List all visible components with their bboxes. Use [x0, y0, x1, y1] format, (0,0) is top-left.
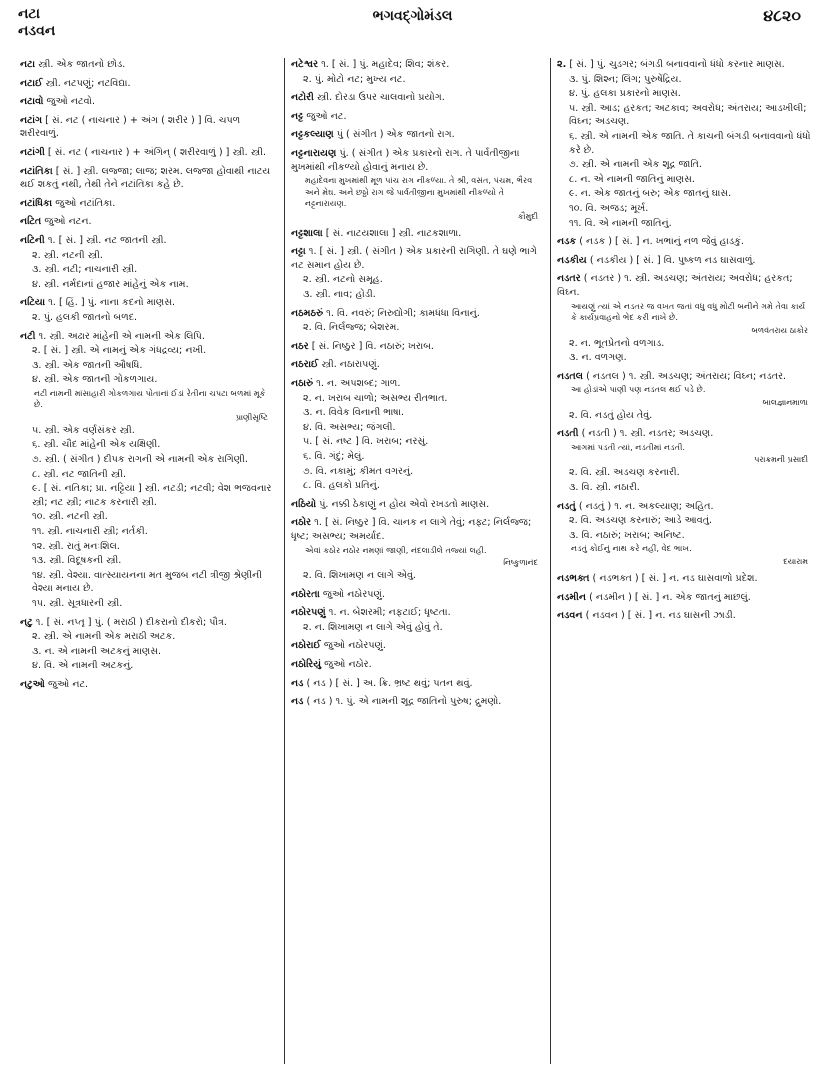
entry-text: ૪. વિ. એ નામની અટકનું.: [32, 660, 134, 672]
headword: નડક: [557, 236, 577, 248]
entry-text: નડતર ( નડતર ) ૧. સ્ત્રી. અડચણ; અંતરાય; અવરોધ; હરકત; વિઘ્ન.: [557, 273, 793, 298]
entry-text: નટ્ટા ૧. [ સં. ] સ્ત્રી. ( સંગીત ) એક પ્રકારની રાગિણી. તે ઘણે ભાગે નટ સમાન હોય છે.: [291, 246, 537, 271]
entry-text: ૫. [ સં. નષ્ટ ] વિ. ખરાબ; નરસું.: [303, 436, 429, 448]
usage-quote: આયણું ત્યાં એ નડતર જ વખત જતાં વધુ વધુ મોટી બનીને ગમે તેવા કાર્ય કે કાર્યપ્રવાહનો ભેદ કરી નાખે છે.: [571, 300, 806, 322]
headword: નટી: [20, 330, 36, 342]
headword: નઠોરતા: [291, 588, 320, 600]
dictionary-entry: [20, 114, 272, 141]
sub-definition: [557, 466, 812, 480]
entry-text: ૩. વિ. સ્ત્રી. નઠારી.: [569, 482, 640, 494]
headword: નટ્ટા: [291, 246, 306, 258]
entry-text: ૪. સ્ત્રી. નર્મદાનાં હજાર માંહેનું એક નામ.: [32, 278, 189, 290]
sub-definition: [291, 288, 542, 302]
entry-text: ૪. પું. હલકા પ્રકારનો માણસ.: [569, 88, 681, 100]
entry-text: ૨. સ્ત્રી. નટની સ્ત્રી.: [32, 249, 103, 261]
dictionary-entry: [557, 500, 812, 514]
dictionary-entry: [291, 128, 542, 142]
entry-text: ૨. સ્ત્રી. નટનો સમૂહ.: [303, 274, 383, 286]
entry-text: ૨. વિ. નિર્લજ્જ; બેશરમ.: [303, 322, 400, 334]
headword: નટુ: [20, 616, 33, 628]
entry-text: ૩. સ્ત્રી. નટી; નાચનારી સ્ત્રી.: [32, 264, 138, 276]
headword: નટિની: [20, 234, 45, 246]
entry-text: ૨. ન. ખરાબ ચાળો; અસભ્ય રીતભાત.: [303, 392, 448, 404]
entry-text: નટ્ટનારાયણ પું. ( સંગીત ) એક પ્રકારનો રાગ. તે પાર્વતીજીના મુખમાંથી નીકળ્યો હોવાનું મનાય છે.: [291, 147, 520, 173]
entry-text: ૨. પું. હલકી જાતનો બળદ.: [32, 311, 138, 323]
quote-source: નિષ્કુળાનંદ: [503, 558, 538, 568]
headword: નઠોરાઈ: [291, 640, 321, 652]
sub-definition: [557, 217, 812, 231]
sub-definition: [20, 438, 272, 452]
entry-text: ૬. સ્ત્રી. એ નામની એક જાતિ. તે કાચની બંગડી બનાવવાનો ધંધો કરે છે.: [569, 130, 811, 156]
dictionary-entry: [20, 234, 272, 248]
headword: નડતી: [557, 428, 579, 440]
entry-text: ૧૧. વિ. એ નામની જાતિનું.: [569, 217, 672, 229]
sub-definition: [20, 659, 272, 673]
dictionary-entry: [291, 227, 542, 241]
entry-text: ૯. [ સં. નતિકા; પ્રા. નટ્ટિયા ] સ્ત્રી. નટડી; નટવી; વેશ ભજવનાર સ્ત્રી; નટ સ્ત્રી; નાટક કરનારી સ્ત્રી.: [32, 483, 272, 508]
sub-definition: [291, 450, 542, 464]
headword: નટાંગ: [20, 114, 43, 126]
sub-definition: [20, 482, 272, 509]
dictionary-entry: [20, 678, 272, 692]
dictionary-entry: [291, 677, 542, 691]
dictionary-entry: [291, 340, 542, 354]
headword: નડ: [291, 677, 304, 689]
entry-text: ૮. સ્ત્રી. નટ જાતિની સ્ત્રી.: [32, 468, 127, 480]
entry-text: નટુઓ જુઓ નટ.: [20, 678, 89, 690]
guide-word-bottom: નડવન: [18, 23, 56, 39]
dictionary-entry: [20, 146, 272, 160]
quote-source: દયારામ: [783, 556, 808, 566]
column-2: [284, 58, 542, 1064]
entry-text: નટેશ્વર ૧. [ સં. ] પું. મહાદેવ; શિવ; શંકર.: [291, 59, 450, 70]
dictionary-entry: [557, 427, 812, 465]
entry-text: ૩. ન. વળગણ.: [569, 352, 627, 364]
sub-definition: [20, 453, 272, 467]
sub-definition: [20, 359, 272, 373]
sub-definition: [20, 468, 272, 482]
sub-definition: [20, 373, 272, 423]
sub-definition: [20, 278, 272, 292]
headword: નઠારું: [291, 378, 314, 389]
headword: નઠમઠરું: [291, 307, 324, 319]
entry-text: ૪. વિ. અસભ્ય; જંગલી.: [303, 421, 396, 433]
entry-text: ૧૨. સ્ત્રી. રાતું મનઃશિલ.: [32, 540, 120, 552]
dictionary-entry: [291, 307, 542, 321]
entry-text: નઠોરિયું જુઓ નઠોર.: [291, 659, 372, 670]
sub-definition: [557, 337, 812, 351]
dictionary-entry: [557, 370, 812, 408]
dictionary-entry: [557, 572, 812, 586]
headword: નડતું: [557, 500, 576, 512]
dictionary-entry: [20, 58, 272, 72]
entry-text: ૨. વિ. નડતું હોય તેવું.: [569, 409, 653, 421]
entry-text: ૭. વિ. નકામું; કીમત વગરનું.: [303, 465, 414, 477]
dictionary-entry: [291, 516, 542, 568]
entry-text: ૩. સ્ત્રી. નાવ; હોડી.: [303, 289, 376, 301]
entry-text: નટાવો જુઓ નટવો.: [20, 96, 96, 108]
sub-definition: [557, 73, 812, 87]
entry-text: ૩. સ્ત્રી. એક જાતની ઔષધિ.: [32, 359, 143, 371]
dictionary-entry: [291, 91, 542, 105]
entry-text: નડ ( નડ ) [ સં. ] અ. ક્રિ. ભ્રષ્ટ થવું; પતન થવું.: [291, 677, 473, 689]
sub-definition: [557, 514, 812, 528]
entry-text: નટ્ટશાલા [ સં. નાટયશાલા ] સ્ત્રી. નાટકશાળા.: [291, 227, 462, 239]
headword: નટા: [20, 59, 36, 70]
usage-quote: આગમાં પડતી ત્યાં, નડતીમાં નડતી.: [571, 441, 686, 452]
entry-text: ૨. વિ. શિખામણ ન લાગે એવું.: [303, 570, 416, 582]
entry-text: નઠોરતા જુઓ નઠોરપણું.: [291, 588, 385, 600]
sub-definition: [20, 554, 272, 568]
headword: નડતલ: [557, 370, 584, 382]
sub-definition: [20, 510, 272, 524]
headword: નડમીન: [557, 591, 587, 603]
entry-text: ૧૦. વિ. અજડ; મૂર્ખ.: [569, 202, 649, 214]
entry-text: નડતલ ( નડતલ ) ૧. સ્ત્રી. અડચણ; અંતરાય; વિઘ્ન; નડતર.: [557, 370, 787, 382]
headword: નટ્ટકલ્યાણ: [291, 129, 334, 141]
sub-definition: [291, 406, 542, 420]
entry-text: નડતું ( નડતું ) ૧. ન. અકલ્યાણ; અહિત.: [557, 500, 714, 512]
headword: નટોરી: [291, 92, 314, 104]
entry-text: નટિયા ૧. [ હિં. ] પું. નાના કદનો માણસ.: [20, 297, 176, 309]
sub-definition: [291, 435, 542, 449]
headword: નઠોર: [291, 517, 312, 529]
headword: નટ્ટ: [291, 110, 304, 122]
entry-text: ૬. વિ. ગંદું; મેલું.: [303, 450, 365, 462]
entry-text: નટાંગી [ સં. નટ ( નાચનાર ) + અંગિન્ ( શરીરવાળું ) ] સ્ત્રી. સ્ત્રી.: [20, 146, 267, 158]
dictionary-entry: [291, 695, 542, 709]
entry-text: નટ્ટ જુઓ નટ.: [291, 110, 347, 122]
sub-definition: [20, 263, 272, 277]
sub-definition: [557, 87, 812, 101]
headword: નટાવો: [20, 96, 44, 108]
entry-text: ૯. ન. એક જાતનું બરુ; એક જાતનું ઘાસ.: [569, 188, 732, 200]
entry-text: ૨. ન. શિખામણ ન લાગે એવું હોવું તે.: [303, 621, 443, 633]
usage-quote: એવાં કઠોર નઠોર નમણાં જાણી, નંદલાડીલે તજ્યાં લહી.: [305, 544, 487, 555]
entry-text: ૧૪. સ્ત્રી. વેશ્યા. વાત્સ્યાયનના મત મુજબ નટી ત્રીજી શ્રેણીની વેશ્યા મનાય છે.: [32, 569, 263, 595]
dictionary-entry: [20, 616, 272, 630]
sub-definition: [20, 344, 272, 358]
headword: નઠોરપણું: [291, 607, 326, 619]
entry-text: નટાંધિકા જુઓ નટાંતિકા.: [20, 197, 116, 209]
entry-text: નડ ( નડ ) ૧. પું. એ નામની શૂદ્ર જાતિનો પુરુષ; દ્રુમણો.: [291, 696, 502, 708]
dictionary-entry: [20, 197, 272, 211]
entry-text: ૧૧. સ્ત્રી. નાચનારી સ્ત્રી; નર્તકી.: [32, 526, 148, 538]
sub-definition: [557, 409, 812, 423]
headword: નટ્ટનારાયણ: [291, 147, 337, 159]
entry-text: નડકીય ( નડકીય ) [ સં. ] વિ. પુષ્કળ નડ ઘાસવાળું.: [557, 254, 756, 266]
sub-definition: [20, 424, 272, 438]
dictionary-entry: [291, 588, 542, 602]
entry-text: ૪. સ્ત્રી. એક જાતની ગોકળગાય.: [32, 374, 158, 386]
dictionary-entry: [557, 591, 812, 605]
sub-definition: [557, 130, 812, 157]
entry-text: ૧૩. સ્ત્રી. વિદૂષકની સ્ત્રી.: [32, 555, 122, 567]
entry-text: ૩. પું. શિશ્ન; લિંગ; પુરુષેંદ્રિય.: [569, 73, 682, 85]
sub-definition: [20, 569, 272, 596]
entry-text: ૩. ન. વિવેક વિનાની ભાષા.: [303, 407, 405, 419]
quote-source: પ્રાણીસૃષ્ટિ: [235, 412, 268, 422]
entry-text: ૧૦. સ્ત્રી. નટની સ્ત્રી.: [32, 511, 108, 523]
headword: નઠરાઈ: [291, 359, 319, 371]
page-number: ૪૮૨૦: [763, 6, 801, 25]
dictionary-entry: [20, 296, 272, 310]
dictionary-title: ભગવદ્ગોમંડલ: [372, 8, 453, 24]
dictionary-entry: [291, 658, 542, 672]
headword: નટાંધિકા: [20, 197, 53, 209]
quote-source: પરાક્રમની પ્રસાદી: [754, 455, 808, 465]
entry-text: ૨. [ સં. ] સ્ત્રી. એ નામનું એક ગંધદ્રવ્ય; નખી.: [32, 345, 207, 357]
entry-text: નટિત જુઓ નટન.: [20, 216, 92, 228]
column-3: [550, 58, 812, 1064]
sub-definition: [20, 311, 272, 325]
sub-definition: [20, 249, 272, 263]
entry-text: નઠરાઈ સ્ત્રી. નઠારાપણું.: [291, 359, 380, 371]
entry-text: નઠર [ સં. નિષ્ઠુર ] વિ. નઠારું; ખરાબ.: [291, 340, 434, 352]
entry-text: નઠોરાઈ જુઓ નઠોરપણું.: [291, 640, 386, 652]
dictionary-entry: [20, 77, 272, 91]
entry-text: નડતી ( નડતી ) ૧. સ્ત્રી. નડતર; અડચણ.: [557, 428, 714, 440]
dictionary-entry: [291, 606, 542, 620]
headword: નડકીય: [557, 254, 587, 266]
headword: નડ: [291, 696, 304, 708]
headword: નટ્ટશાલા: [291, 227, 323, 239]
dictionary-entry: [291, 245, 542, 272]
entry-text: નઠોરપણું ૧. ન. બેશરમી; નફટાઈ; ધૃષ્ટતા.: [291, 607, 451, 619]
entry-text: ૭. સ્ત્રી. ( સંગીત ) દીપક રાગની એ નામની એક રાગિણી.: [32, 454, 248, 466]
headword: નટાંતિકા: [20, 165, 53, 177]
entry-text: ૩. ન. એ નામની અટકનું માણસ.: [32, 645, 162, 657]
headword: નટિયા: [20, 297, 46, 309]
entry-text: નટુ ૧. [ સં. નપ્તૃ ] પું. ( મરાઠી ) દીકરાનો દીકરો; પૌત્ર.: [20, 616, 227, 628]
sub-definition: [557, 102, 812, 129]
entry-text: ૮. વિ. હલકો પ્રતિનું.: [303, 480, 380, 492]
entry-text: નટા સ્ત્રી. એક જાતનો છોડ.: [20, 59, 126, 70]
entry-text: ૨. ન. ભૂતપ્રેતનો વળગાડ.: [569, 337, 665, 349]
entry-text: ૩. વિ. નઠારું; ખરાબ; અનિષ્ટ.: [569, 529, 685, 541]
entry-text: નઠિયો પું. નક્કી ઠેકાણું ન હોય એવો રખડતો માણસ.: [291, 498, 490, 510]
dictionary-entry: [291, 58, 542, 72]
usage-quote: મહાદેવના મુખમાંથી મૂળ પાંચ રાગ નીકળ્યા. તે શ્રી, વસંત, પંચમ, ભૈરવ અને મેઘ. અને છઠ્ઠો રાગ જે પાર્વતીજીના મુખમાંથી નીકળ્યો તે નટ્ટનારાયણ.: [305, 175, 533, 209]
headword: નઠર: [291, 340, 309, 352]
headword: ૨.: [557, 59, 567, 70]
headword: નઠોરિયું: [291, 659, 322, 670]
entry-text: નટિની ૧. [ સં. ] સ્ત્રી. નટ જાતની સ્ત્રી.: [20, 234, 167, 246]
entry-text: ૧૫. સ્ત્રી. સૂત્રધારની સ્ત્રી.: [32, 598, 123, 609]
entry-text: ૮. ન. એ નામની જાતિનું માણસ.: [569, 173, 695, 185]
entry-text: નડભક્ત ( નડભક્ત ) [ સં. ] ન. નડ ઘાસવાળો પ્રદેશ.: [557, 572, 758, 584]
sub-definition: [557, 351, 812, 365]
headword: નડવન: [557, 610, 583, 622]
sub-definition: [557, 481, 812, 495]
entry-text: ૭. સ્ત્રી. એ નામની એક શૂદ્ર જાતિ.: [569, 159, 702, 171]
headword: નઠિયો: [291, 498, 317, 510]
usage-quote: નટી નામની માંસાહારી ગોકળગાય પોતાનાં ઈંડાં રેતીના ચપટા બળમાં મૂકે છે.: [34, 387, 266, 410]
column-1: [20, 58, 272, 1064]
sub-definition: [291, 621, 542, 635]
sub-definition: [557, 529, 812, 567]
dictionary-entry: [557, 272, 812, 335]
quote-source: કૌમુદી: [517, 211, 538, 221]
headword: નટાંગી: [20, 146, 45, 158]
dictionary-entry: [557, 58, 812, 72]
headword: નડભક્ત: [557, 572, 590, 584]
entry-text: નઠમઠરું ૧. વિ. નવરું; નિરુદ્યોગી; કામધંધા વિનાનું.: [291, 307, 480, 319]
quote-source: બાલજ્ઞાનમાળા: [762, 397, 808, 407]
dictionary-entry: [20, 330, 272, 344]
entry-text: ૨. પું. મોટો નટ; મુખ્ય નટ.: [303, 73, 406, 85]
sub-definition: [557, 173, 812, 187]
sub-definition: [291, 479, 542, 493]
headword: નટુઓ: [20, 678, 45, 690]
entry-text: ૨. વિ. અડચણ કરનારું; આડે આવતું.: [569, 515, 713, 527]
dictionary-entry: [291, 498, 542, 512]
sub-definition: [291, 392, 542, 406]
dictionary-entry: [291, 377, 542, 391]
sub-definition: [291, 421, 542, 435]
usage-quote: આ હોડાંએ પાણી પણ નડતલ થઈ પડે છે.: [571, 384, 706, 395]
dictionary-entry: [20, 215, 272, 229]
headword: નડતર: [557, 273, 581, 285]
entry-text: નડમીન ( નડમીન ) [ સં. ] ન. એક જાતનું માછલું.: [557, 591, 751, 603]
entry-text: નટી ૧. સ્ત્રી. અઢાર માંહેની એ નામની એક લિપિ.: [20, 330, 205, 342]
sub-definition: [20, 540, 272, 554]
sub-definition: [291, 321, 542, 335]
entry-text: નટોરી સ્ત્રી. દોરડા ઉપર ચાલવાનો પ્રયોગ.: [291, 92, 445, 104]
dictionary-entry: [20, 165, 272, 192]
dictionary-entry: [557, 235, 812, 249]
dictionary-entry: [291, 639, 542, 653]
sub-definition: [291, 465, 542, 479]
entry-text: ૬. સ્ત્રી. ચૌદ માંહેની એક યક્ષિણી.: [32, 439, 161, 451]
entry-text: ૫. સ્ત્રી. એક વર્ણસંકર સ્ત્રી.: [32, 424, 135, 436]
sub-definition: [557, 158, 812, 172]
entry-text: નઠારું ૧. ન. અપશબ્દ; ગાળ.: [291, 378, 401, 389]
sub-definition: [557, 187, 812, 201]
sub-definition: [291, 569, 542, 583]
page-header: [0, 0, 825, 56]
entry-text: નઠોર ૧. [ સં. નિષ્ઠુર ] વિ. ચાનક ન લાગે તેવું; નફ્ટ; નિર્લજ્જ; ધૃષ્ટ; અસભ્ય; અમર્યાદ.: [291, 517, 532, 542]
dictionary-entry: [291, 147, 542, 222]
headword: નટિત: [20, 216, 42, 228]
usage-quote: નડતું કોઈનું નાથ કરે નહીં, વેદ ભાખ.: [571, 543, 692, 554]
entry-text: ૨. [ સં. ] પું. ચુડગર; બંગડી બનાવવાનો ધંધો કરનાર માણસ.: [557, 59, 785, 70]
dictionary-entry: [291, 110, 542, 124]
headword: નટેશ્વર: [291, 59, 319, 70]
entry-text: ૨. સ્ત્રી. એ નામની એક મરાઠી અટક.: [32, 631, 176, 643]
sub-definition: [291, 273, 542, 287]
sub-definition: [20, 630, 272, 644]
quote-source: બળવંતરાય ઠાકોર: [751, 325, 808, 335]
dictionary-entry: [557, 609, 812, 623]
dictionary-entry: [557, 254, 812, 268]
entry-text: નટ્ટકલ્યાણ પું ( સંગીત ) એક જાતનો રાગ.: [291, 129, 455, 141]
entry-text: નડક ( નડક ) [ સં. ] ન. ખભાનું નળ જેવું હાડકું.: [557, 236, 744, 248]
sub-definition: [20, 597, 272, 611]
sub-definition: [20, 645, 272, 659]
entry-text: ૫. સ્ત્રી. આડ; હરકત; અટકાવ; અવરોધ; અંતરાય; આડખીલી; વિઘ્ન; અડચણ.: [569, 102, 807, 128]
sub-definition: [557, 202, 812, 216]
headword: નટાઈ: [20, 77, 43, 89]
entry-text: નટાંગ [ સં. નટ ( નાચનાર ) + અંગ ( શરીર ) ] વિ. ચપળ શરીરવાળું.: [20, 114, 241, 140]
dictionary-entry: [20, 95, 272, 109]
entry-text: નડવન ( નડવન ) [ સં. ] ન. નડ ઘાસની ઝાડી.: [557, 610, 736, 622]
guide-word-top: નટા: [18, 6, 41, 22]
dictionary-entry: [291, 358, 542, 372]
entry-text: ૨. વિ. સ્ત્રી. અડચણ કરનારી.: [569, 467, 680, 479]
entry-text: નટાઈ સ્ત્રી. નટપણું; નટવિદ્યા.: [20, 77, 131, 89]
sub-definition: [20, 525, 272, 539]
sub-definition: [291, 73, 542, 87]
entry-text: નટાંતિકા [ સં. ] સ્ત્રી. લજ્જા; લાજ; શરમ. લજ્જા હોવાથી નાટય થઈ શકતું નથી, તેથી તેને નટાંતિકા કહે છે.: [20, 165, 271, 191]
